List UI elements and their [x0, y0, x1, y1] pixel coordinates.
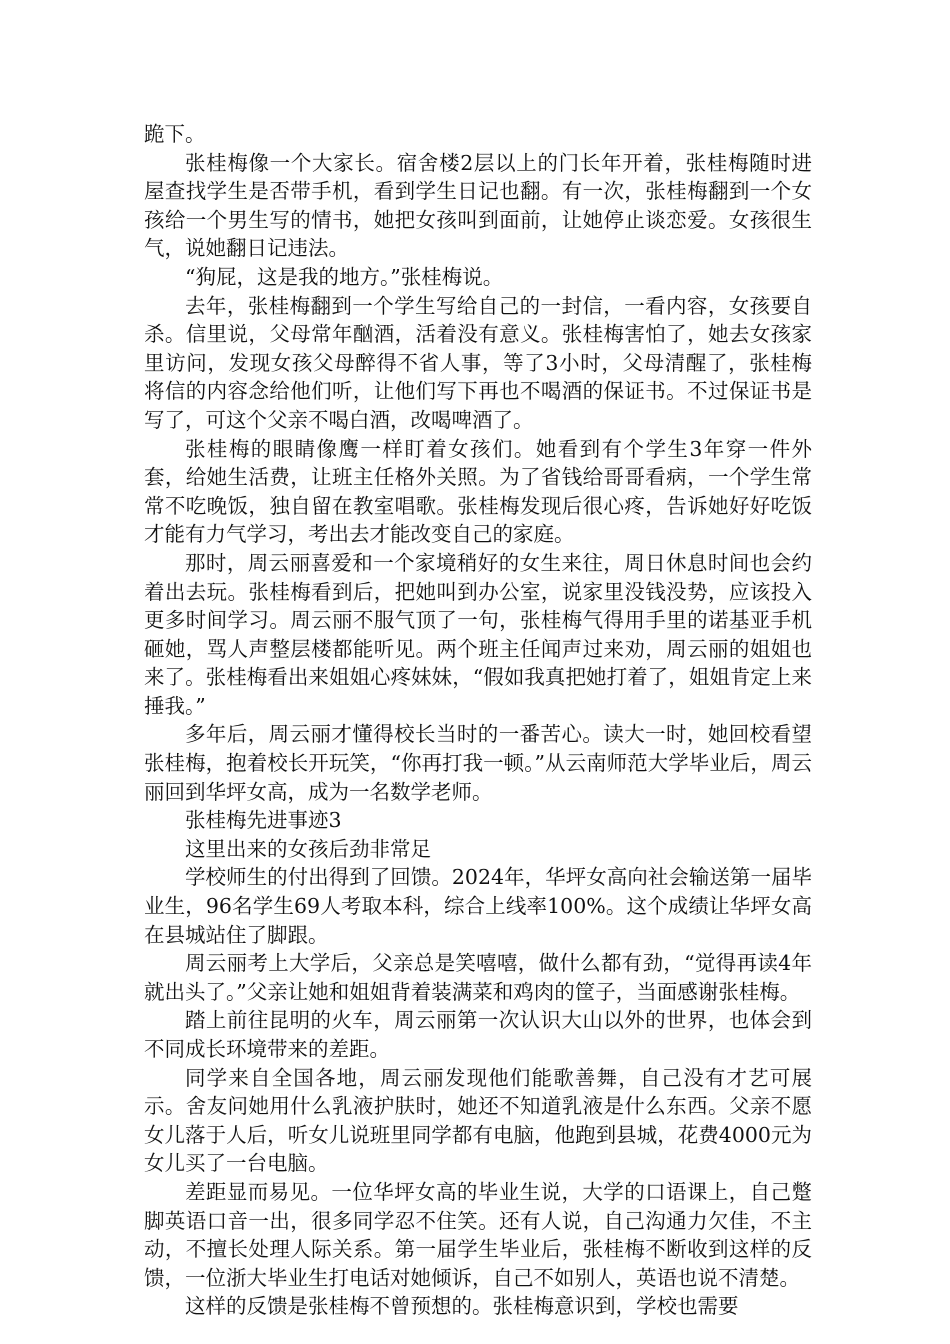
paragraph: 张桂梅的眼睛像鹰一样盯着女孩们。她看到有个学生3年穿一件外套，给她生活费，让班主任格外关照。为了省钱给哥哥看病，一个学生常常不吃晚饭，独自留在教室唱歌。张桂梅发现后很心疼，告诉她好好吃饭才能有力气学习，考出去才能改变自己的家庭。: [144, 436, 812, 547]
paragraph: 多年后，周云丽才懂得校长当时的一番苦心。读大一时，她回校看望张桂梅，抱着校长开玩笑，“你再打我一顿。”从云南师范大学毕业后，周云丽回到华坪女高，成为一名数学老师。: [144, 722, 812, 804]
paragraph: 差距显而易见。一位华坪女高的毕业生说，大学的口语课上，自己蹩脚英语口音一出，很多同学忍不住笑。还有人说，自己沟通力欠佳，不主动，不擅长处理人际关系。第一届学生毕业后，张桂梅不断收到这样的反馈，一位浙大毕业生打电话对她倾诉，自己不如别人，英语也说不清楚。: [144, 1179, 812, 1290]
paragraph: 去年，张桂梅翻到一个学生写给自己的一封信，一看内容，女孩要自杀。信里说，父母常年酗酒，活着没有意义。张桂梅害怕了，她去女孩家里访问，发现女孩父母醉得不省人事，等了3小时，父母清醒了，张桂梅将信的内容念给他们听，让他们写下再也不喝酒的保证书。不过保证书是写了，可这个父亲不喝白酒，改喝啤酒了。: [144, 293, 812, 432]
paragraph: 跪下。: [144, 122, 206, 146]
paragraph: 同学来自全国各地，周云丽发现他们能歌善舞，自己没有才艺可展示。舍友问她用什么乳液护肤时，她还不知道乳液是什么东西。父亲不愿女儿落于人后，听女儿说班里同学都有电脑，他跑到县城，花费4000元为女儿买了一台电脑。: [144, 1065, 812, 1176]
paragraph: 学校师生的付出得到了回馈。2024年，华坪女高向社会输送第一届毕业生，96名学生69人考取本科，综合上线率100%。这个成绩让华坪女高在县城站住了脚跟。: [144, 865, 812, 947]
section-subheading: 这里出来的女孩后劲非常足: [185, 836, 431, 861]
paragraph: “狗屁，这是我的地方。”张桂梅说。: [185, 264, 504, 289]
paragraph: 张桂梅像一个大家长。宿舍楼2层以上的门长年开着，张桂梅随时进屋查找学生是否带手机，看到学生日记也翻。有一次，张桂梅翻到一个女孩给一个男生写的情书，她把女孩叫到面前，让她停止谈恋爱。女孩很生气，说她翻日记违法。: [144, 150, 812, 261]
paragraph: 周云丽考上大学后，父亲总是笑嘻嘻，做什么都有劲，“觉得再读4年就出头了。”父亲让她和姐姐背着装满菜和鸡肉的筐子，当面感谢张桂梅。: [144, 951, 812, 1004]
section-heading: 张桂梅先进事迹3: [185, 808, 342, 833]
paragraph: 踏上前往昆明的火车，周云丽第一次认识大山以外的世界，也体会到不同成长环境带来的差距。: [144, 1008, 812, 1061]
paragraph: 那时，周云丽喜爱和一个家境稍好的女生来往，周日休息时间也会约着出去玩。张桂梅看到后，把她叫到办公室，说家里没钱没势，应该投入更多时间学习。周云丽不服气顶了一句，张桂梅气得用手里的诺基亚手机砸她，骂人声整层楼都能听见。两个班主任闻声过来劝，周云丽的姐姐也来了。张桂梅看出来姐姐心疼妹妹，“假如我真把她打着了，姐姐肯定上来捶我。”: [144, 550, 812, 718]
paragraph: 这样的反馈是张桂梅不曾预想的。张桂梅意识到，学校也需要: [185, 1294, 739, 1319]
article-body: [144, 120, 812, 1321]
